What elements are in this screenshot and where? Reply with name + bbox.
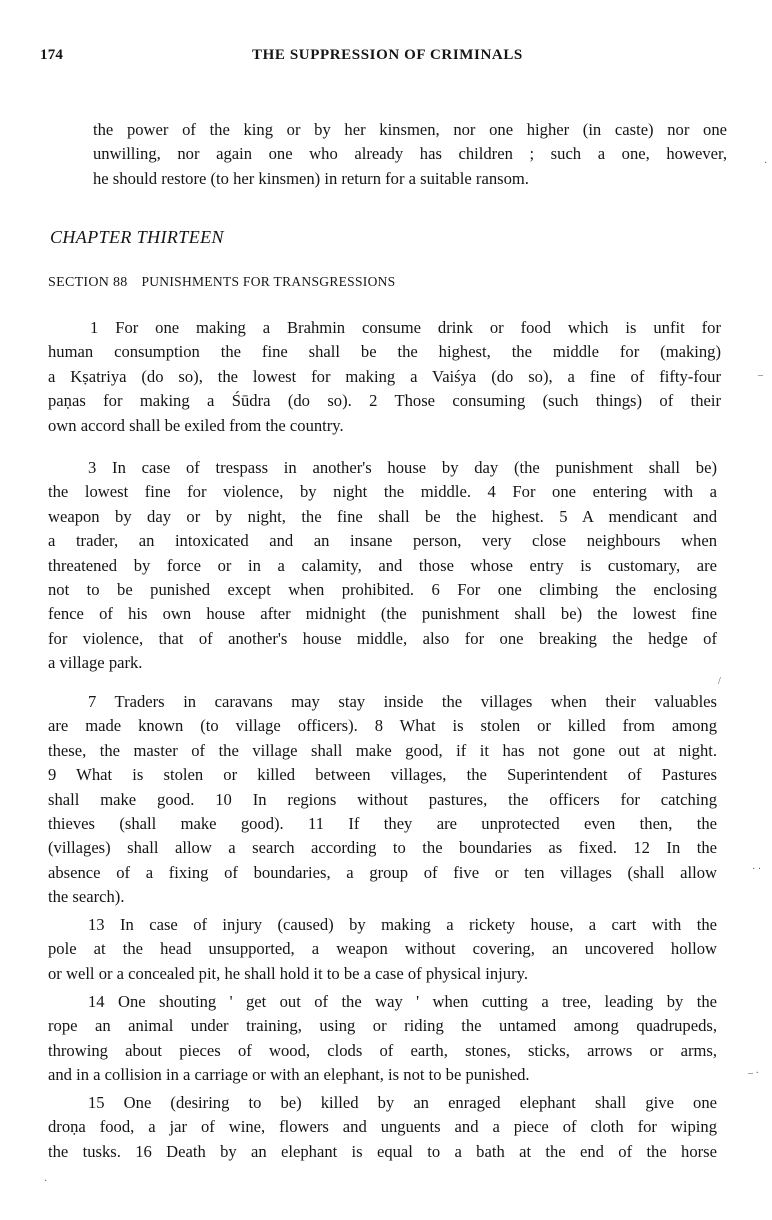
paragraph — [48, 1091, 717, 1164]
paragraph — [48, 690, 717, 910]
text-line: pole at the head unsupported, a weapon without covering, an uncovered hollow — [48, 939, 717, 959]
text-line: (villages) shall allow a search according to the boundaries as fixed. 12 In the — [48, 838, 717, 858]
running-title: THE SUPPRESSION OF CRIMINALS — [252, 47, 523, 63]
scan-speck: · — [44, 1176, 48, 1187]
text-line: weapon by day or by night, the fine shall be the highest. 5 A mendicant and — [48, 506, 717, 526]
text-line: human consumption the fine shall be the highest, the middle for (making) — [48, 342, 721, 362]
text-line: the search). — [48, 887, 125, 907]
scan-speck: / — [718, 676, 721, 687]
text-line: the lowest fine for violence, by night the middle. 4 For one entering with a — [48, 482, 717, 502]
running-head — [40, 47, 730, 71]
text-line: for violence, that of another's house middle, also for one breaking the hedge of — [48, 628, 717, 648]
section-heading — [48, 274, 396, 291]
scan-speck: · · — [752, 864, 762, 875]
text-line: shall make good. 10 In regions without pastures, the officers for catching — [48, 789, 717, 809]
text-line: a Kṣatriya (do so), the lowest for making a Vaiśya (do so), a fine of fifty-four — [48, 366, 721, 386]
scan-speck: – — [758, 370, 763, 381]
text-line: rope an animal under training, using or riding the untamed among quadrupeds, — [48, 1016, 717, 1036]
text-line: throwing about pieces of wood, clods of earth, stones, sticks, arrows or arms, — [48, 1040, 717, 1060]
scan-speck: – · — [748, 1068, 759, 1079]
text-line: and in a collision in a carriage or with an elephant, is not to be punished. — [48, 1065, 530, 1085]
text-line: 1 For one making a Brahmin consume drink or food which is unfit for — [90, 318, 721, 337]
text-line: 9 What is stolen or killed between villages, the Superintendent of Pastures — [48, 765, 717, 785]
text-line: 3 In case of trespass in another's house by day (the punishment shall be) — [88, 458, 717, 477]
text-line: not to be punished except when prohibited. 6 For one climbing the enclosing — [48, 580, 717, 600]
text-line: threatened by force or in a calamity, and those whose entry is customary, are — [48, 555, 717, 575]
section-label: SECTION 88 — [48, 275, 128, 290]
text-line: 7 Traders in caravans may stay inside the villages when their valuables — [88, 692, 717, 711]
text-line: 13 In case of injury (caused) by making a rickety house, a cart with the — [88, 915, 717, 934]
paragraph — [48, 990, 717, 1088]
text-line: 14 One shouting ' get out of the way ' when cutting a tree, leading by the — [88, 992, 717, 1011]
chapter-heading: CHAPTER THIRTEEN — [50, 227, 224, 247]
text-line: thieves (shall make good). 11 If they are unprotected even then, the — [48, 814, 717, 834]
page-number: 174 — [40, 47, 64, 63]
text-line: he should restore (to her kinsmen) in return for a suitable ransom. — [93, 168, 529, 188]
text-line: fence of his own house after midnight (the punishment shall be) the lowest fine — [48, 604, 717, 624]
section-title: PUNISHMENTS FOR TRANSGRESSIONS — [141, 274, 396, 289]
paragraph-continuation — [93, 118, 727, 191]
text-line: a trader, an intoxicated and an insane person, very close neighbours when — [48, 531, 717, 551]
text-line: unwilling, nor again one who already has children ; such a one, however, — [93, 144, 727, 164]
scan-speck: · — [764, 158, 768, 169]
text-line: 15 One (desiring to be) killed by an enraged elephant shall give one — [88, 1093, 717, 1112]
paragraph — [48, 913, 717, 986]
text-line: the tusks. 16 Death by an elephant is equal to a bath at the end of the horse — [48, 1141, 717, 1161]
text-line: are made known (to village officers). 8 What is stolen or killed from among — [48, 716, 717, 736]
paragraph — [48, 316, 721, 438]
text-line: these, the master of the village shall make good, if it has not gone out at night. — [48, 740, 717, 760]
text-line: the power of the king or by her kinsmen, nor one higher (in caste) nor one — [93, 120, 727, 139]
text-line: absence of a fixing of boundaries, a group of five or ten villages (shall allow — [48, 862, 717, 882]
text-line: own accord shall be exiled from the country. — [48, 415, 344, 435]
text-line: or well or a concealed pit, he shall hold it to be a case of physical injury. — [48, 963, 528, 983]
text-line: droṇa food, a jar of wine, flowers and unguents and a piece of cloth for wiping — [48, 1117, 717, 1137]
text-line: a village park. — [48, 653, 143, 673]
text-line: paṇas for making a Śūdra (do so). 2 Those consuming (such things) of their — [48, 391, 721, 411]
paragraph — [48, 456, 717, 676]
